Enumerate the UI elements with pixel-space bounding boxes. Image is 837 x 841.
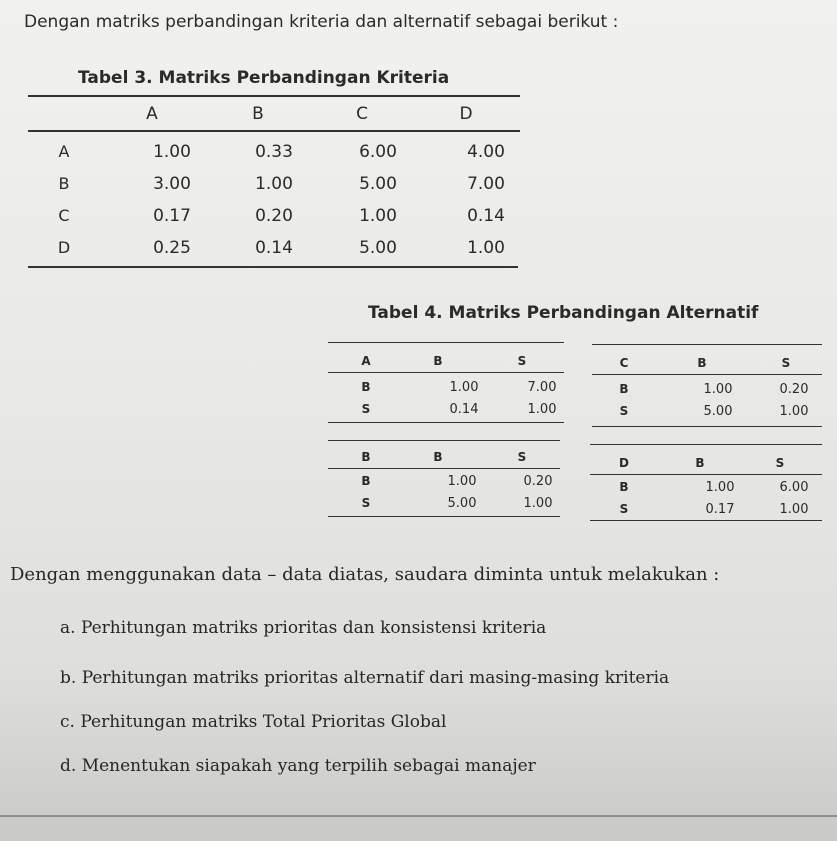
matrix-cell: 6.00 (779, 480, 809, 495)
matrix-header: B (361, 450, 371, 464)
matrix-row-label: B (361, 474, 371, 488)
matrix-a (328, 342, 564, 428)
table3-cell: 0.33 (255, 142, 293, 162)
table3-cell: 6.00 (359, 142, 397, 162)
matrix-rule (328, 468, 560, 469)
matrix-row-label: S (619, 404, 629, 418)
matrix-header: S (781, 356, 791, 370)
matrix-header: D (619, 456, 629, 470)
matrix-rule (590, 444, 822, 445)
matrix-header: C (619, 356, 629, 370)
table3-row-label: C (58, 206, 70, 225)
matrix-rule (592, 344, 822, 345)
table3-row-label: D (57, 238, 71, 257)
matrix-rule (592, 374, 822, 375)
matrix-rule (590, 474, 822, 475)
table3-top-rule (28, 95, 520, 97)
matrix-cell: 1.00 (523, 496, 553, 511)
matrix-header: B (697, 356, 707, 370)
matrix-rule (592, 426, 822, 427)
matrix-rule (328, 422, 564, 423)
table3-header-a: A (146, 104, 158, 124)
matrix-b (328, 440, 560, 520)
matrix-cell: 1.00 (705, 480, 735, 495)
task-item: c. Perhitungan matriks Total Prioritas Global (60, 712, 447, 732)
table3-cell: 4.00 (467, 142, 505, 162)
page-bottom-line (0, 815, 837, 817)
table3-cell: 1.00 (255, 174, 293, 194)
intro-text: Dengan matriks perbandingan kriteria dan alternatif sebagai berikut : (24, 12, 619, 32)
table3-header-b: B (252, 104, 264, 124)
matrix-cell: 1.00 (527, 402, 557, 417)
matrix-row-label: S (361, 496, 371, 510)
instruction-text: Dengan menggunakan data – data diatas, saudara diminta untuk melakukan : (10, 564, 720, 585)
matrix-rule (328, 342, 564, 343)
matrix-header: S (775, 456, 785, 470)
matrix-header: B (695, 456, 705, 470)
matrix-cell: 5.00 (703, 404, 733, 419)
table3-cell: 5.00 (359, 174, 397, 194)
table3-row-label: A (58, 142, 70, 161)
table3-cell: 7.00 (467, 174, 505, 194)
table3-bottom-rule (28, 266, 518, 268)
matrix-row-label: S (619, 502, 629, 516)
matrix-rule (328, 372, 564, 373)
matrix-cell: 1.00 (779, 404, 809, 419)
table3-cell: 0.14 (255, 238, 293, 258)
table3-row-label: B (58, 174, 70, 193)
matrix-rule (328, 440, 560, 441)
table3-header-c: C (356, 104, 368, 124)
task-item: d. Menentukan siapakah yang terpilih sebagai manajer (60, 756, 536, 776)
matrix-c (592, 344, 822, 430)
matrix-row-label: B (619, 382, 629, 396)
table3-cell: 0.14 (467, 206, 505, 226)
matrix-cell: 0.14 (449, 402, 479, 417)
table3-cell: 0.25 (153, 238, 191, 258)
table3-cell: 5.00 (359, 238, 397, 258)
task-item: a. Perhitungan matriks prioritas dan konsistensi kriteria (60, 618, 547, 638)
matrix-row-label: B (619, 480, 629, 494)
matrix-cell: 0.20 (779, 382, 809, 397)
table4-title: Tabel 4. Matriks Perbandingan Alternatif (368, 303, 759, 323)
matrix-cell: 0.20 (523, 474, 553, 489)
table3-cell: 0.20 (255, 206, 293, 226)
matrix-header: B (433, 354, 443, 368)
matrix-row-label: S (361, 402, 371, 416)
matrix-rule (328, 516, 560, 517)
matrix-header: B (433, 450, 443, 464)
table3-title: Tabel 3. Matriks Perbandingan Kriteria (78, 68, 450, 88)
table3-cell: 0.17 (153, 206, 191, 226)
matrix-header: A (361, 354, 371, 368)
matrix-cell: 1.00 (779, 502, 809, 517)
table3-cell: 1.00 (153, 142, 191, 162)
matrix-header: S (517, 354, 527, 368)
task-item: b. Perhitungan matriks prioritas alternatif dari masing-masing kriteria (60, 668, 670, 688)
table3-cell: 3.00 (153, 174, 191, 194)
matrix-header: S (517, 450, 527, 464)
table3-cell: 1.00 (359, 206, 397, 226)
table3-header-rule (28, 130, 520, 132)
table3-cell: 1.00 (467, 238, 505, 258)
matrix-row-label: B (361, 380, 371, 394)
matrix-cell: 5.00 (447, 496, 477, 511)
matrix-cell: 1.00 (447, 474, 477, 489)
matrix-cell: 7.00 (527, 380, 557, 395)
matrix-rule (590, 520, 822, 521)
table3-header-d: D (459, 104, 473, 124)
matrix-d (590, 444, 822, 524)
matrix-cell: 1.00 (449, 380, 479, 395)
matrix-cell: 0.17 (705, 502, 735, 517)
matrix-cell: 1.00 (703, 382, 733, 397)
